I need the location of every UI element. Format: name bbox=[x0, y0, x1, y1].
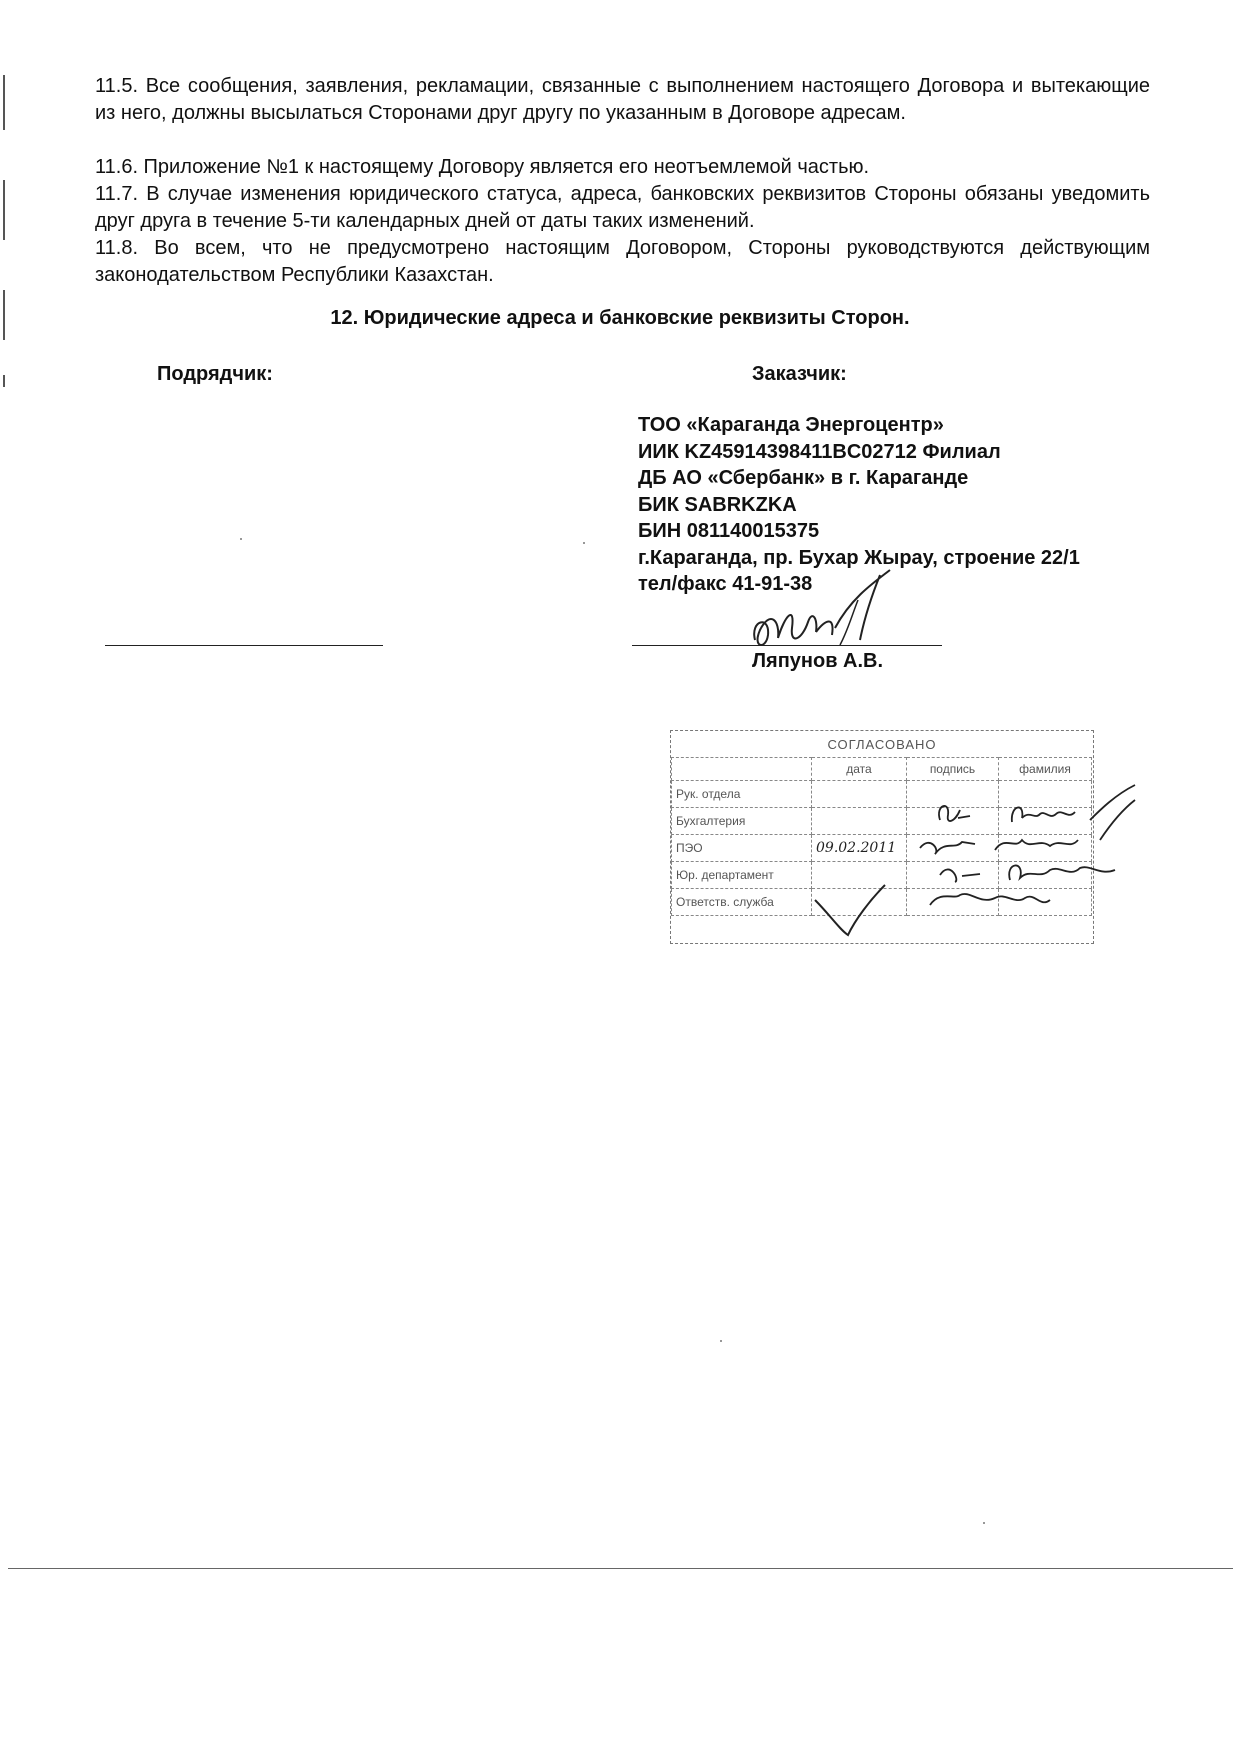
stamp-row-date bbox=[812, 781, 907, 808]
stamp-row-label: Бухгалтерия bbox=[672, 808, 812, 835]
stamp-col-surname: фамилия bbox=[999, 758, 1092, 781]
customer-iik: ИИК KZ45914398411BC02712 Филиал bbox=[638, 440, 1001, 463]
clause-11-5: 11.5. Все сообщения, заявления, рекламации, связанные с выполнением настоящего Договора и вытекающие из него, должны высылаться Сторонами друг другу по указанным в Договоре адресам. bbox=[95, 75, 1150, 124]
clause-11-8: 11.8. Во всем, что не предусмотрено настоящим Договором, Стороны руководствуются действующим законодательством Республики Казахстан. bbox=[95, 237, 1150, 286]
stamp-title: СОГЛАСОВАНО bbox=[827, 737, 937, 752]
clause-11-7: 11.7. В случае изменения юридического статуса, адреса, банковских реквизитов Стороны обязаны уведомить друг друга в течение 5-ти календарных дней от даты таких изменений. bbox=[95, 183, 1150, 232]
stamp-row-date: 09.02.2011 bbox=[812, 835, 907, 862]
stamp-col-label bbox=[672, 758, 812, 781]
stamp-row-label: ПЭО bbox=[672, 835, 812, 862]
stamp-row-label: Ответств. служба bbox=[672, 889, 812, 916]
customer-address: г.Караганда, пр. Бухар Жырау, строение 22/1 bbox=[638, 546, 1080, 569]
scan-speck bbox=[240, 538, 242, 540]
section-title: 12. Юридические адреса и банковские реквизиты Сторон. bbox=[330, 307, 910, 329]
customer-bin: БИН 081140015375 bbox=[638, 520, 820, 542]
scan-speck bbox=[720, 1340, 722, 1342]
customer-bank: ДБ АО «Сбербанк» в г. Караганде bbox=[638, 467, 969, 489]
stamp-check-mark bbox=[810, 880, 890, 940]
customer-bik: БИК SABRKZKA bbox=[638, 493, 797, 516]
customer-phone: тел/факс 41-91-38 bbox=[638, 573, 813, 595]
customer-signer-name: Ляпунов А.В. bbox=[752, 650, 884, 672]
bottom-rule bbox=[8, 1568, 1233, 1569]
scan-artifact bbox=[3, 375, 5, 387]
stamp-handwritten-approvals bbox=[900, 780, 1140, 940]
scan-artifact bbox=[3, 75, 5, 130]
clause-11-6: 11.6. Приложение №1 к настоящему Договору является его неотъемлемой частью. bbox=[95, 156, 870, 178]
stamp-row-label: Рук. отдела bbox=[672, 781, 812, 808]
contractor-label: Подрядчик: bbox=[157, 363, 273, 385]
stamp-row-label: Юр. департамент bbox=[672, 862, 812, 889]
stamp-row-date bbox=[812, 808, 907, 835]
stamp-col-signature: подпись bbox=[907, 758, 999, 781]
customer-signature bbox=[740, 560, 900, 660]
contractor-signature-line bbox=[105, 645, 383, 646]
scan-speck bbox=[583, 542, 585, 544]
customer-requisites bbox=[638, 412, 1198, 598]
scan-speck bbox=[983, 1522, 985, 1524]
stamp-header-row bbox=[672, 758, 1092, 781]
scan-artifact bbox=[3, 180, 5, 240]
stamp-col-date: дата bbox=[812, 758, 907, 781]
customer-label: Заказчик: bbox=[752, 363, 847, 385]
customer-company: ТОО «Караганда Энергоцентр» bbox=[638, 414, 944, 436]
